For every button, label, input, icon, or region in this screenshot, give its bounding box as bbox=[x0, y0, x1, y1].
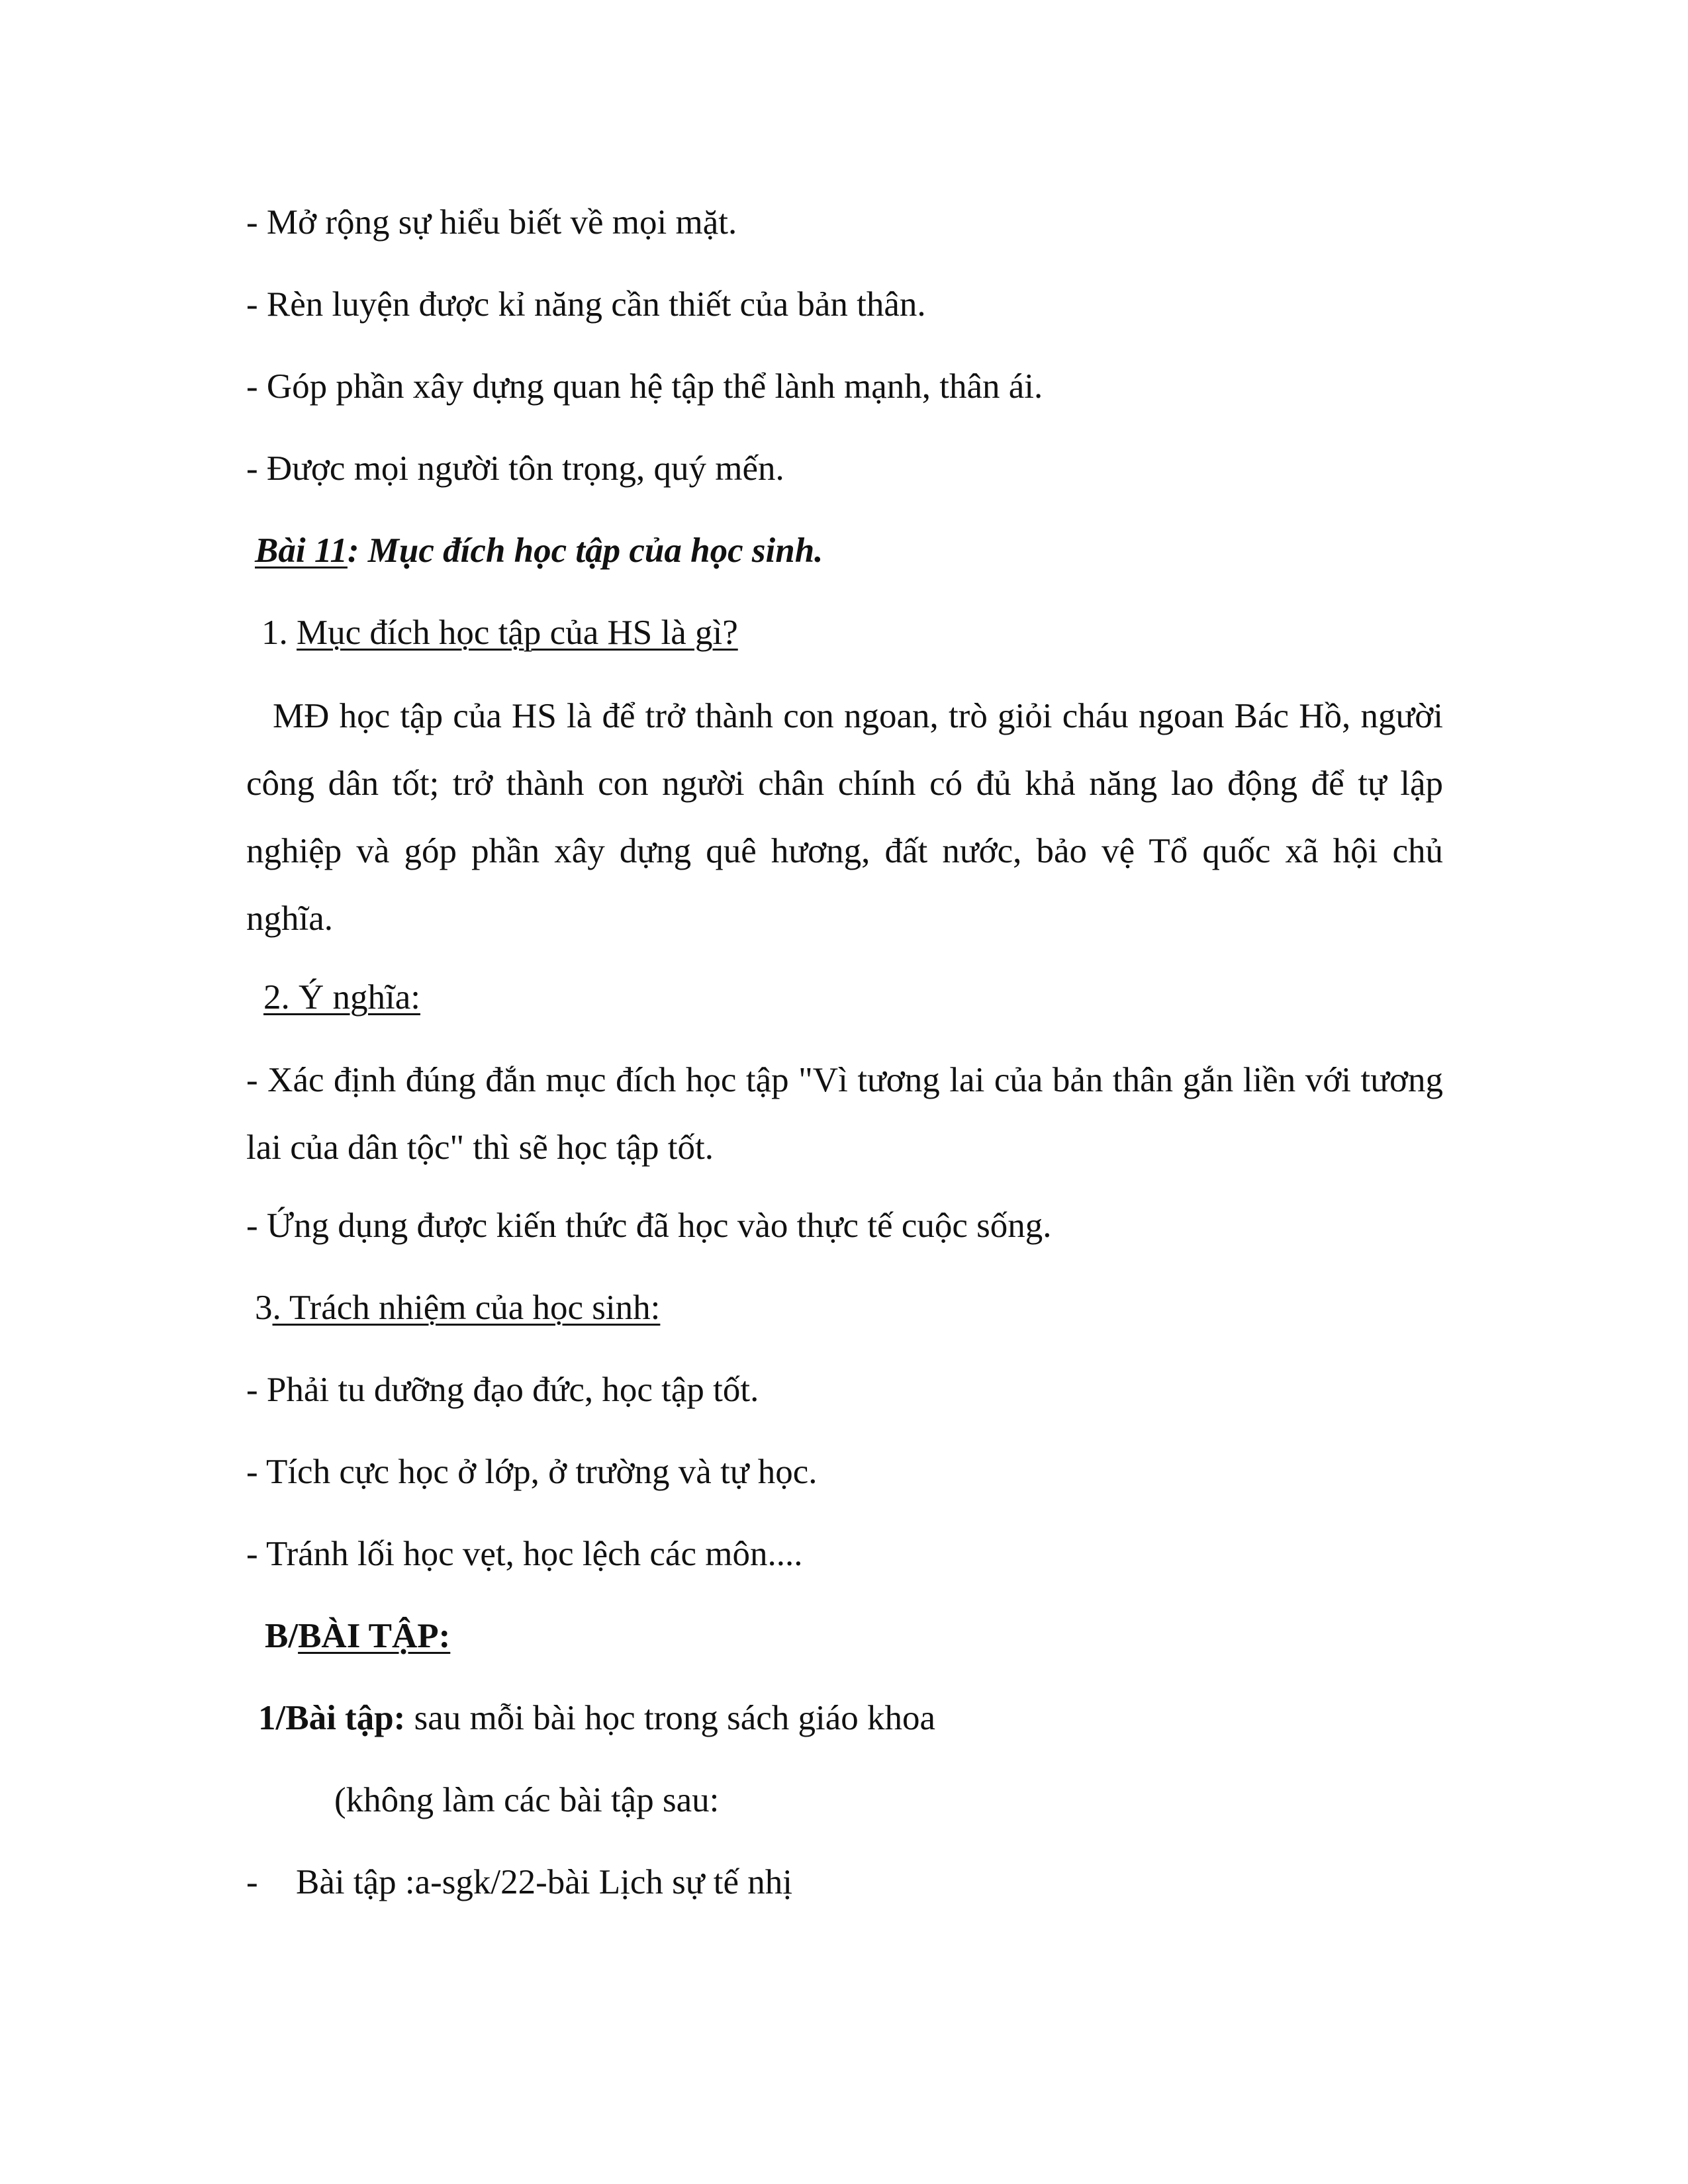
exercise-1-label: 1/Bài tập: bbox=[258, 1699, 406, 1737]
exercise-1-text: sau mỗi bài học trong sách giáo khoa bbox=[405, 1699, 936, 1737]
benefit-item-2: - Rèn luyện được kỉ năng cần thiết của bản thân. bbox=[246, 285, 926, 324]
benefit-item-3: - Góp phần xây dựng quan hệ tập thể lành mạnh, thân ái. bbox=[246, 367, 1043, 406]
lesson-number: Bài 11 bbox=[255, 531, 348, 570]
section-3-title: . Trách nhiệm của học sinh: bbox=[272, 1289, 661, 1327]
responsibility-item-2: - Tích cực học ở lớp, ở trường và tự học. bbox=[246, 1453, 818, 1491]
section-3-heading bbox=[255, 1291, 660, 1326]
responsibility-item-3: - Tránh lối học vẹt, học lệch các môn.... bbox=[246, 1535, 803, 1573]
part-b-prefix: B/ bbox=[265, 1617, 299, 1655]
benefit-item-4: - Được mọi người tôn trọng, quý mến. bbox=[246, 449, 784, 488]
part-b-heading bbox=[265, 1619, 450, 1654]
section-2-heading: 2. Ý nghĩa: bbox=[263, 978, 420, 1017]
section-3-number: 3 bbox=[255, 1289, 273, 1327]
responsibility-item-1: - Phải tu dưỡng đạo đức, học tập tốt. bbox=[246, 1371, 759, 1409]
section-1-body: MĐ học tập của HS là để trở thành con ngoan, trò giỏi cháu ngoan Bác Hồ, người công dân tốt; trở thành con người chân chính có đủ khả năng lao động để tự lập nghiệp và góp phần xây dựng quê hương, đất nước, bảo vệ Tổ quốc xã hội chủ nghĩa. bbox=[246, 697, 1443, 938]
benefit-item-1: - Mở rộng sự hiểu biết về mọi mặt. bbox=[246, 203, 737, 242]
exercise-item-bullet: - bbox=[246, 1863, 258, 1901]
exercise-item bbox=[246, 1863, 792, 1901]
section-2-paragraph-2: - Ứng dụng được kiến thức đã học vào thực tế cuộc sống. bbox=[246, 1206, 1052, 1245]
exercise-item-text: Bài tập :a-sgk/22-bài Lịch sự tế nhị bbox=[296, 1863, 792, 1901]
section-1-number: 1. bbox=[261, 614, 297, 652]
lesson-heading bbox=[255, 533, 823, 569]
exercise-1-note: (không làm các bài tập sau: bbox=[334, 1781, 720, 1819]
lesson-title: : Mục đích học tập của học sinh. bbox=[347, 531, 823, 570]
section-2-paragraph-1: - Xác định đúng đắn mục đích học tập "Vì tương lai của bản thân gắn liền với tương lai của dân tộc" thì sẽ học tập tốt. bbox=[246, 1061, 1443, 1167]
exercise-1-line bbox=[258, 1701, 935, 1736]
section-1-title: Mục đích học tập của HS là gì? bbox=[297, 614, 738, 652]
section-1-heading bbox=[261, 615, 738, 651]
part-b-title: BÀI TẬP: bbox=[298, 1617, 451, 1655]
